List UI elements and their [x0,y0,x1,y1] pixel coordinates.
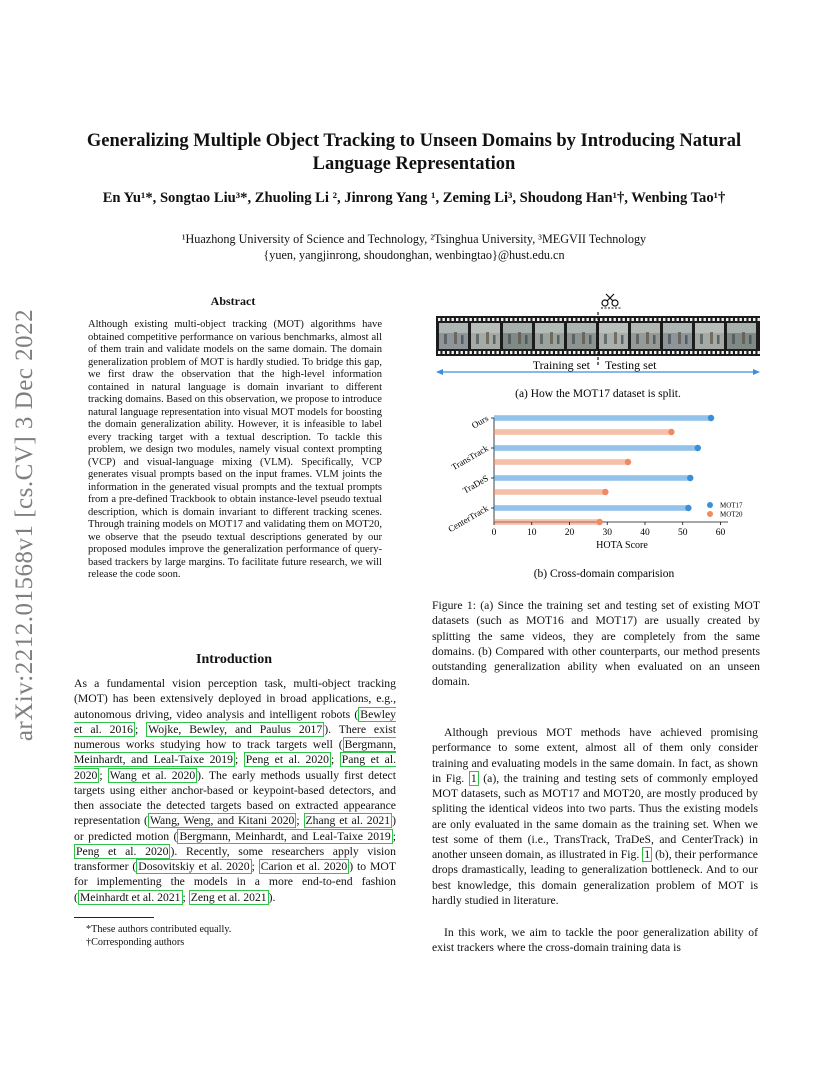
citation-link[interactable]: Wang et al. 2020 [109,768,196,782]
citation-link[interactable]: Peng et al. 2020 [76,844,169,858]
sprocket-hole [537,351,539,354]
sprocket-hole [623,351,625,354]
text-run: ; [135,722,147,736]
sprocket-hole [465,318,467,321]
sprocket-hole [717,318,719,321]
sprocket-hole [533,351,535,354]
sprocket-hole [542,318,544,321]
bar-mot20-ours [494,429,671,435]
sprocket-hole [749,351,751,354]
sprocket-hole [560,318,562,321]
sprocket-hole [488,318,490,321]
sprocket-hole [564,351,566,354]
sprocket-hole [510,318,512,321]
bar-end-point [687,475,693,481]
x-tick-label: 0 [491,528,497,538]
sprocket-hole [555,351,557,354]
sprocket-hole [591,318,593,321]
sprocket-hole [569,318,571,321]
sprocket-hole [542,351,544,354]
sprocket-hole [654,351,656,354]
citation-link[interactable]: Wojke, Bewley, and Paulus 2017 [148,722,323,736]
bar-end-point [625,459,631,465]
bar-end-point [685,505,691,511]
sprocket-hole [497,318,499,321]
sprocket-hole [744,318,746,321]
footnote-equal-contribution: *These authors contributed equally. [86,924,232,935]
sprocket-hole [474,318,476,321]
text-run: (b), their performance drops dramastically, leading to generalization bottleneck. And to our best knowledge, this domain generalization problem of MOT is hardly studied in literature. [432,848,758,907]
legend-swatch-mot17 [707,502,713,508]
affiliation-line: ¹Huazhong University of Science and Technology, ²Tsinghua University, ³MEGVII Technology [181,232,647,246]
sprocket-hole [672,318,674,321]
sprocket-hole [686,351,688,354]
sprocket-hole [506,351,508,354]
sprocket-hole [519,351,521,354]
sprocket-hole [506,318,508,321]
bar-mot17-ours [494,415,711,421]
citation-link[interactable]: Wang, Weng, and Kitani 2020 [149,814,295,828]
sprocket-hole [726,351,728,354]
x-tick-label: 10 [526,528,537,538]
sprocket-hole [672,351,674,354]
sprocket-hole [749,318,751,321]
sprocket-hole [627,318,629,321]
sprocket-hole [699,318,701,321]
abstract-heading: Abstract [210,294,256,308]
category-label: Ours [469,413,490,431]
text-run: ; [330,753,340,767]
sprocket-hole [492,351,494,354]
sprocket-hole [614,351,616,354]
sprocket-hole [609,351,611,354]
sprocket-hole [470,318,472,321]
text-run: ) to MOT for implementing the models in a more end-to-end fashion ( [74,860,396,904]
sprocket-hole [726,318,728,321]
sprocket-hole [573,318,575,321]
sprocket-hole [519,318,521,321]
body-paragraph-2: In this work, we aim to tackle the poor generalization ability of exist trackers where the cross-domain training data is [432,926,758,955]
sprocket-hole [740,351,742,354]
sprocket-hole [474,351,476,354]
sprocket-hole [722,351,724,354]
legend-label-mot20: MOT20 [720,510,743,519]
sprocket-hole [551,351,553,354]
sprocket-hole [681,351,683,354]
sprocket-hole [641,351,643,354]
footnote-rule [74,917,154,918]
sprocket-hole [627,351,629,354]
film-frame [695,323,724,349]
figure-1-caption: Figure 1: (a) Since the training set and testing set of existing MOT datasets (such as MOT16 and MOT17) are usually created by splitting the same videos, they are completely from the same domains. (b) Compared with other counterparts, our method presents outstanding generalization ability when evaluated on an unseen domain. [432,599,760,689]
sprocket-hole [668,351,670,354]
film-frame [663,323,692,349]
sprocket-hole [614,318,616,321]
sprocket-hole [744,351,746,354]
sprocket-hole [645,318,647,321]
sprocket-hole [546,318,548,321]
sprocket-hole [470,351,472,354]
sprocket-hole [632,318,634,321]
author-list: En Yu¹*, Songtao Liu³*, Zhuoling Li ², Jinrong Yang ¹, Zeming Li³, Shoudong Han¹†, Wenbing Tao¹† [102,190,726,206]
sprocket-hole [456,351,458,354]
citation-link[interactable]: Carion et al. 2020 [260,860,348,873]
sprocket-hole [659,318,661,321]
bar-mot17-centertrack [494,505,688,511]
sprocket-hole [524,351,526,354]
body-paragraph-1 [432,725,758,908]
sprocket-hole [452,318,454,321]
citation-link[interactable]: Zeng et al. 2021 [190,890,267,904]
subcaption-a: (a) How the MOT17 dataset is split. [515,388,681,400]
testing-set-label: Testing set [605,358,657,372]
film-frame [439,323,468,349]
text-run: ). The early methods usually first detect targets using either anchor-based or keypoint-based detectors, and then associate the detected targets based on extracted appearance representation ( [74,768,396,828]
sprocket-hole [551,318,553,321]
bar-mot20-trades [494,489,605,495]
sprocket-hole [663,351,665,354]
sprocket-hole [465,351,467,354]
sprocket-hole [443,318,445,321]
sprocket-hole [555,318,557,321]
sprocket-hole [618,318,620,321]
sprocket-hole [546,351,548,354]
sprocket-hole [708,318,710,321]
sprocket-hole [695,351,697,354]
sprocket-hole [758,351,760,354]
citation-link[interactable]: Meinhardt et al. 2021 [79,890,181,904]
sprocket-hole [735,351,737,354]
figure-1-graphic [428,292,768,592]
category-label: CenterTrack [446,503,490,535]
sprocket-hole [479,318,481,321]
sprocket-hole [650,318,652,321]
text-run: ; [99,768,108,782]
film-frame [599,323,628,349]
sprocket-hole [654,318,656,321]
sprocket-hole [600,318,602,321]
sprocket-hole [636,318,638,321]
x-tick-label: 20 [564,528,575,538]
film-strip [436,312,760,366]
sprocket-hole [605,351,607,354]
sprocket-hole [492,318,494,321]
category-label: TraDeS [461,473,490,496]
introduction-paragraph [74,676,396,905]
text-run: ). [268,890,276,904]
sprocket-hole [636,351,638,354]
citation-link[interactable]: Dosovitskiy et al. 2020 [138,860,250,873]
film-frame [471,323,500,349]
x-tick-label: 60 [715,528,726,538]
sprocket-hole [686,318,688,321]
sprocket-hole [722,318,724,321]
split-arrow [436,369,760,375]
text-run: (a), the training and testing sets of commonly employed MOT datasets, such as MOT17 and MOT20, are mostly produced by spliting the identical videos into two parts. Thus the existing models are only evaluated in the same domain as the training set. When we test some of them (i.e., TransTrack, TraDeS, and CenterTrack) in another unseen domain, as illustrated in Fig. [432,771,758,861]
bar-end-point [596,519,602,525]
sprocket-hole [582,318,584,321]
bar-mot17-trades [494,475,690,481]
bar-mot20-centertrack [494,519,600,525]
sprocket-hole [650,351,652,354]
citation-link[interactable]: Zhang et al. 2021 [305,814,391,828]
sprocket-hole [623,318,625,321]
scissors-icon [601,294,621,308]
sprocket-hole [483,351,485,354]
sprocket-hole [528,318,530,321]
x-tick-label: 50 [677,528,688,538]
sprocket-hole [695,318,697,321]
sprocket-hole [488,351,490,354]
text-run: ; [251,860,259,873]
text-run: ; [182,890,189,904]
legend-swatch-mot20 [707,511,713,517]
sprocket-hole [587,351,589,354]
sprocket-hole [501,351,503,354]
sprocket-hole [443,351,445,354]
bar-mot20-transtrack [494,459,628,465]
sprocket-hole [569,351,571,354]
sprocket-hole [501,318,503,321]
sprocket-hole [618,351,620,354]
arxiv-stamp-text: arXiv:2212.01568v1 [cs.CV] 3 Dec 2022 [11,308,38,742]
sprocket-hole [704,318,706,321]
sprocket-hole [587,318,589,321]
sprocket-hole [537,318,539,321]
bar-end-point [602,489,608,495]
sprocket-hole [668,318,670,321]
figure-1 [428,292,768,592]
cross-domain-chart [446,413,743,551]
sprocket-hole [609,318,611,321]
bar-end-point [695,445,701,451]
paper-title: Generalizing Multiple Object Tracking to Unseen Domains by Introducing Natural Language Representation [86,131,742,174]
category-label: TransTrack [449,443,490,473]
sprocket-hole [681,318,683,321]
sprocket-hole [600,351,602,354]
bar-end-point [668,429,674,435]
sprocket-hole [524,318,526,321]
text-run: ) or predicted motion ( [74,814,397,843]
sprocket-hole [708,351,710,354]
arxiv-stamp [4,290,46,760]
sprocket-hole [641,318,643,321]
sprocket-hole [659,351,661,354]
citation-link[interactable]: Peng et al. 2020 [245,753,329,767]
sprocket-hole [704,351,706,354]
sprocket-hole [605,318,607,321]
sprocket-hole [578,318,580,321]
text-run: Although previous MOT methods have achieved promising performance to some extent, almost all of them only consider training and evaluating models in the same domain. In fact, as shown in Fig. [432,726,758,785]
x-axis-label: HOTA Score [596,540,648,551]
training-set-label: Training set [532,358,590,372]
sprocket-hole [740,318,742,321]
sprocket-hole [713,351,715,354]
x-tick-label: 30 [602,528,612,538]
sprocket-hole [447,318,449,321]
sprocket-hole [690,318,692,321]
legend-label-mot17: MOT17 [720,501,743,510]
citation-link[interactable]: Pang et al. 2020 [74,753,396,782]
sprocket-hole [645,351,647,354]
sprocket-hole [758,318,760,321]
film-frame [567,323,596,349]
abstract-text: Although existing multi-object tracking (MOT) algorithms have obtained competitive performance on various benchmarks, almost all of them train and validate models on the same domain. The domain generalization problem of MOT is hardly studied. To bridge this gap, we first draw the observation that the high-level information contained in natural language is domain invariant to different tracking domains. Based on this observation, we propose to introduce natural language representation into visual MOT models for boosting the domain generalization ability. However, it is infeasible to label every tracking target with a textual description. To tackle this problem, we design two modules, namely visual context prompting (VCP) and visual-language mixing (VLM). Specifically, VCP generates visual prompts based on the input frames. VLM joints the information in the generated visual prompts and the textual prompts from a pre-defined Trackbook to obtain instance-level pseudo textual description, which is domain invariant to different tracking scenes. Through training models on MOT17 and validating them on MOT20, we observe that the pseudo textual descriptions generated by our proposed modules improve the generalization performance of query-based trackers by large margins. To facilitate future research, we will release the code soon. [88,319,382,580]
sprocket-hole [456,318,458,321]
text-run: ; [392,829,396,843]
sprocket-hole [677,351,679,354]
sprocket-hole [731,318,733,321]
sprocket-hole [564,318,566,321]
citation-link[interactable]: Bewley et al. 2016 [74,707,396,736]
footnote-corresponding: †Corresponding authors [86,937,185,948]
email-line: {yuen, yangjinrong, shoudonghan, wenbingtao}@hust.edu.cn [263,248,565,262]
sprocket-hole [461,318,463,321]
sprocket-hole [753,318,755,321]
sprocket-hole [582,351,584,354]
chart-legend [707,502,743,519]
sprocket-hole [483,318,485,321]
sprocket-hole [515,318,517,321]
sprocket-hole [497,351,499,354]
sprocket-hole [753,351,755,354]
sprocket-hole [515,351,517,354]
sprocket-hole [528,351,530,354]
sprocket-hole [533,318,535,321]
sprocket-hole [452,351,454,354]
sprocket-hole [461,351,463,354]
introduction-heading: Introduction [196,652,272,667]
sprocket-hole [591,351,593,354]
sprocket-hole [677,318,679,321]
sprocket-hole [578,351,580,354]
sprocket-hole [663,318,665,321]
text-run: As a fundamental vision perception task, multi-object tracking (MOT) has been extensively deployed in broad applications, e.g., autonomous driving, video analysis and intelligent robots ( [74,677,396,721]
sprocket-hole [713,318,715,321]
text-run: ; [234,753,244,767]
x-tick-label: 40 [640,528,650,538]
sprocket-hole [438,318,440,321]
sprocket-hole [699,351,701,354]
sprocket-hole [479,351,481,354]
bar-mot17-transtrack [494,445,698,451]
text-run: ). Recently, some researchers apply vision transformer ( [74,844,396,873]
subcaption-b: (b) Cross-domain comparision [533,568,675,580]
sprocket-hole [438,351,440,354]
film-frame [727,323,756,349]
sprocket-hole [573,351,575,354]
text-run: ; [296,814,304,828]
film-frame [631,323,660,349]
film-frame [535,323,564,349]
sprocket-hole [632,351,634,354]
sprocket-hole [510,351,512,354]
film-frame [503,323,532,349]
sprocket-hole [560,351,562,354]
sprocket-hole [447,351,449,354]
affiliations [60,231,768,263]
text-run: ). There exist numerous works studying how to track targets well ( [74,722,396,751]
citation-link[interactable]: Bergmann, Meinhardt, and Leal-Taixe 2019 [179,829,391,843]
sprocket-hole [690,351,692,354]
bar-end-point [708,415,714,421]
sprocket-hole [735,318,737,321]
figure-ref-link[interactable]: 1 [644,848,651,861]
sprocket-hole [731,351,733,354]
figure-ref-link[interactable]: 1 [470,771,477,785]
citation-link[interactable]: Bergmann, Meinhardt, and Leal-Taixe 2019 [74,738,396,767]
sprocket-hole [717,351,719,354]
footnotes [74,923,394,949]
